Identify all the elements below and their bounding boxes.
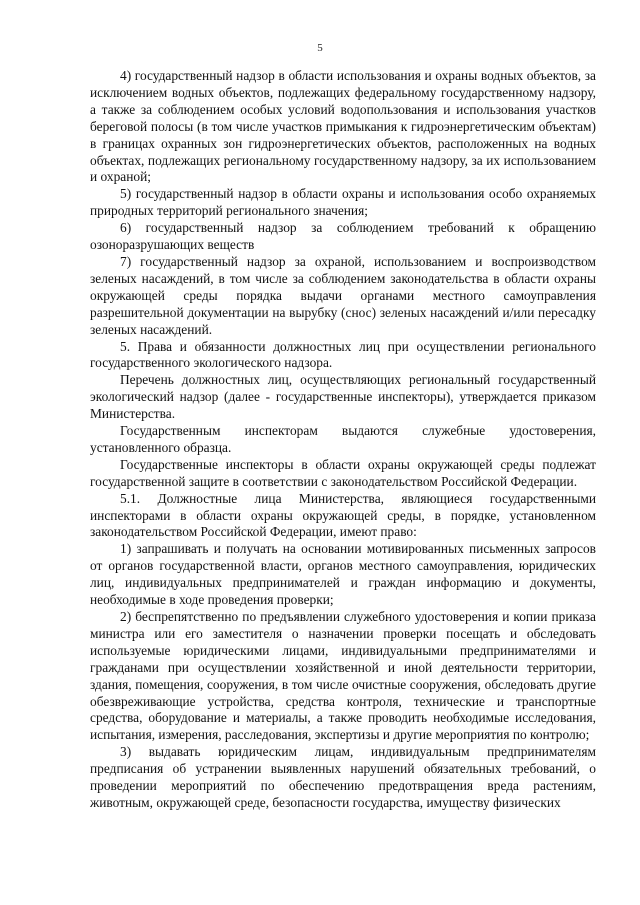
document-body [90, 68, 596, 812]
section-5-heading: 5. Права и обязанности должностных лиц при осуществлении регионального государственного экологического надзора. [90, 338, 596, 371]
right-item-2: 2) беспрепятственно по предъявлении служебного удостоверения и копии приказа министра или его заместителя о назначении проверки посещать и обследовать используемые юридическими лицами, индивидуальными предпринимателями и гражданами при осуществлении хозяйственной и иной деятельности территории, здания, помещения, сооружения, в том числе очистные сооружения, обследовать другие обезвреживающие устройства, средства контроля, технические и транспортные средства, оборудование и материалы, а также проводить необходимые исследования, испытания, измерения, расследования, экспертизы и другие мероприятия по контролю; [90, 609, 596, 743]
section-5-1-heading: 5.1. Должностные лица Министерства, являющиеся государственными инспекторами в области охраны окружающей среды, в порядке, установленном законодательством Российской Федерации, имеют право: [90, 490, 596, 540]
paragraph-inspectors-list: Перечень должностных лиц, осуществляющих региональный государственный экологический надзор (далее - государственные инспекторы), утверждается приказом Министерства. [90, 372, 596, 422]
paragraph-item-4-water-objects: 4) государственный надзор в области использования и охраны водных объектов, за исключением водных объектов, подлежащих федеральному государственному надзору, а также за соблюдением особых условий водопользования и использования участков береговой полосы (в том числе участков примыкания к гидроэнергетическим объектам) в границах охранных зон гидроэнергетических объектов, расположенных на водных объектах, подлежащих региональному государственному надзору, за их использованием и охраной; [90, 68, 596, 185]
paragraph-item-5-protected-areas: 5) государственный надзор в области охраны и использования особо охраняемых природных территорий регионального значения; [90, 186, 596, 219]
paragraph-item-7-green-spaces: 7) государственный надзор за охраной, использованием и воспроизводством зеленых насаждений, в том числе за соблюдением законодательства в области охраны окружающей среды порядка выдачи органами местного самоуправления разрешительной документации на вырубку (снос) зеленых насаждений и/или пересадку зеленых насаждений. [90, 253, 596, 337]
right-item-3: 3) выдавать юридическим лицам, индивидуальным предпринимателям предписания об устранении выявленных нарушений обязательных требований, о проведении мероприятий по обеспечению предотвращения вреда растениям, животным, окружающей среде, безопасности государства, имуществу физических [90, 744, 596, 810]
paragraph-certificates: Государственным инспекторам выдаются служебные удостоверения, установленного образца. [90, 423, 596, 455]
paragraph-state-protection: Государственные инспекторы в области охраны окружающей среды подлежат государственной защите в соответствии с законодательством Российской Федерации. [90, 456, 596, 489]
paragraph-item-6-ozone: 6) государственный надзор за соблюдением требований к обращению озоноразрушающих веществ [90, 220, 596, 253]
page-number: 5 [317, 42, 323, 54]
right-item-1: 1) запрашивать и получать на основании мотивированных письменных запросов от органов государственной власти, органов местного самоуправления, юридических лиц, индивидуальных предпринимателей и граждан информацию и документы, необходимые в ходе проведения проверки; [90, 541, 596, 608]
